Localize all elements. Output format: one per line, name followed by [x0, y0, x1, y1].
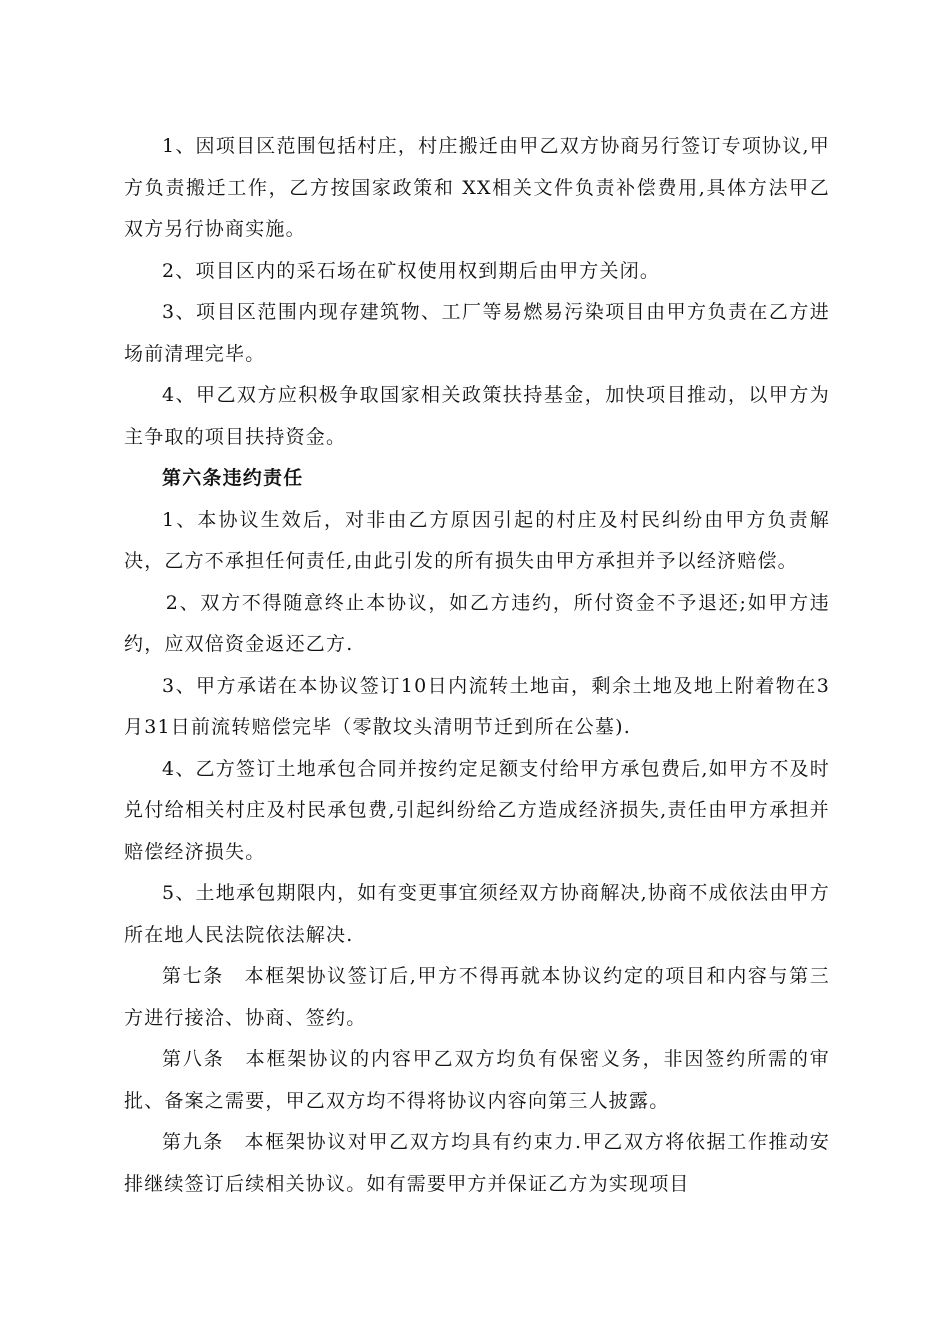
clause-paragraph-changes: 5、土地承包期限内，如有变更事宜须经双方协商解决,协商不成依法由甲方所在地人民法院依法解决.	[124, 882, 830, 946]
clause-paragraph-disputes: 1、本协议生效后，对非由乙方原因引起的村庄及村民纠纷由甲方负责解决，乙方不承担任何责任,由此引发的所有损失由甲方承担并予以经济赔偿。	[124, 508, 830, 572]
clause-paragraph-relocation: 1、因项目区范围包括村庄，村庄搬迁由甲乙双方协商另行签订专项协议,甲方负责搬迁工作，乙方按国家政策和 XX相关文件负责补偿费用,具体方法甲乙双方另行协商实施。	[124, 135, 830, 240]
clause-paragraph-termination: 2、双方不得随意终止本协议，如乙方违约，所付资金不予退还;如甲方违约，应双倍资金返还乙方.	[124, 591, 830, 655]
clause-paragraph-quarry: 2、项目区内的采石场在矿权使用权到期后由甲方关闭。	[162, 259, 661, 282]
clause-paragraph-contract-fees: 4、乙方签订土地承包合同并按约定足额支付给甲方承包费后,如甲方不及时兑付给相关村庄及村民承包费,引起纠纷给乙方造成经济损失,责任由甲方承担并赔偿经济损失。	[124, 757, 830, 863]
article-eight-paragraph: 第八条 本框架协议的内容甲乙双方均负有保密义务，非因签约所需的审批、备案之需要，甲乙双方均不得将协议内容向第三人披露。	[124, 1048, 830, 1112]
article-nine-paragraph: 第九条 本框架协议对甲乙双方均具有约束力.甲乙双方将依据工作推动安排继续签订后续相关协议。如有需要甲方并保证乙方为实现项目	[124, 1131, 830, 1195]
article-seven-paragraph: 第七条 本框架协议签订后,甲方不得再就本协议约定的项目和内容与第三方进行接洽、协商、签约。	[124, 965, 830, 1029]
clause-paragraph-funding: 4、甲乙双方应积极争取国家相关政策扶持基金，加快项目推动，以甲方为主争取的项目扶持资金。	[124, 384, 830, 448]
section-heading-breach-liability: 第六条违约责任	[162, 467, 304, 489]
document-body	[124, 126, 830, 1205]
clause-paragraph-land-transfer: 3、甲方承诺在本协议签订10日内流转土地亩，剩余土地及地上附着物在3月31日前流转赔偿完毕（零散坟头清明节迁到所在公墓).	[124, 674, 830, 738]
clause-paragraph-site-clearing: 3、项目区范围内现存建筑物、工厂等易燃易污染项目由甲方负责在乙方进场前清理完毕。	[124, 301, 830, 365]
